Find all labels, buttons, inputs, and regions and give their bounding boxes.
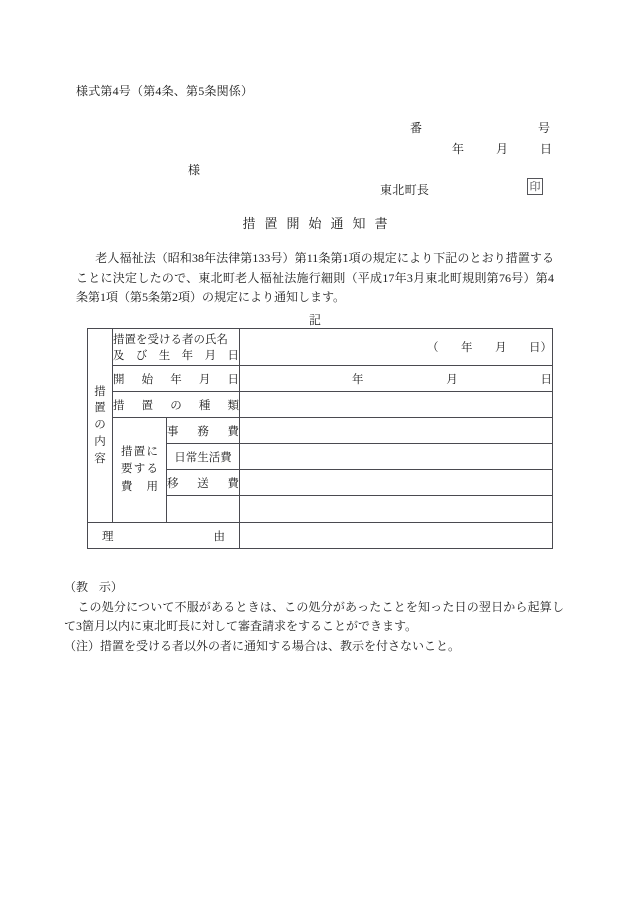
measure-details-table (87, 328, 553, 549)
slot-month: 月 (495, 342, 507, 354)
label-char: る (146, 463, 158, 476)
document-number-suffix: 号 (537, 121, 550, 135)
label-char: に (146, 446, 158, 459)
label-char: 置 (133, 446, 146, 459)
vlabel-char: 置 (94, 402, 106, 415)
vlabel-char: 措 (94, 385, 106, 398)
instruction-line-2: して3箇月以内に東北町長に対して審査請求をすることができます。 (64, 599, 564, 633)
label-char: 費 (227, 477, 239, 490)
label-office-cost-chars (167, 423, 239, 439)
label-daily-living-cost (167, 444, 240, 470)
label-char: 月 (204, 350, 217, 362)
field-measure-type[interactable] (240, 392, 553, 418)
label-start-date-chars (113, 371, 239, 387)
start-date-slots (352, 371, 552, 387)
instruction-line-1: この処分について不服があるときは、この処分があったことを知った日の翌日から起算 (77, 599, 552, 614)
label-char: び (135, 350, 148, 362)
field-transport-cost[interactable] (240, 470, 553, 496)
table-row (88, 523, 553, 549)
document-title: 措置開始通知書 (242, 216, 397, 231)
field-name-birthdate[interactable] (240, 329, 553, 366)
label-char: 費 (227, 425, 239, 438)
seal-stamp-icon: 印 (527, 178, 543, 195)
addressee-suffix: 様 (188, 163, 201, 177)
body-line-2: に決定したので、東北町老人福祉法施行細則（平成17年3月東北町規則第76号）第4条第1項 (76, 270, 554, 304)
label-char: 送 (197, 477, 209, 490)
label-name-birthdate (113, 329, 240, 366)
label-char: 及 (113, 350, 125, 362)
label-char: す (133, 463, 146, 476)
note-text: （注）措置を受ける者以外の者に通知する場合は、教示を付さないこと。 (64, 638, 461, 653)
date-month-label: 月 (495, 142, 508, 156)
instruction-heading-left: （教 (64, 580, 89, 594)
label-cost-group (113, 418, 167, 523)
body-line-1: 老人福祉法（昭和38年法律第133号）第11条第1項の規定により下記のとおり措置すること (76, 251, 554, 285)
label-measure-type-chars (113, 397, 239, 413)
label-char: 措 (121, 446, 133, 459)
table-row (88, 418, 553, 444)
label-char: 年 (181, 350, 194, 362)
field-daily-living-cost[interactable] (240, 444, 553, 470)
label-transport-cost-chars (167, 475, 239, 491)
slot-day: 日 (540, 373, 552, 386)
body-paragraph (76, 249, 554, 308)
label-reason-chars (88, 528, 239, 544)
label-char: 事 (167, 425, 179, 438)
label-char: 始 (141, 373, 154, 386)
date-year-label: 年 (452, 142, 465, 156)
instruction-text (64, 598, 564, 637)
issuer-name: 東北町長 (380, 183, 430, 197)
table-row (88, 392, 553, 418)
label-char: 要 (121, 463, 133, 476)
label-char: 務 (197, 425, 209, 438)
label-char: 措 (113, 399, 125, 412)
label-char: 開 (113, 373, 125, 386)
label-daily-living-cost-text: 日常生活費 (174, 451, 232, 464)
vertical-label-measure-content (88, 329, 113, 523)
form-number: 様式第4号（第4条、第5条関係） (76, 84, 254, 98)
body-line-3: （第5条第2項）の規定により通知します。 (118, 290, 346, 304)
date-day-label: 日 (539, 142, 552, 156)
slot-day: 日） (529, 342, 552, 354)
birthdate-slots (427, 339, 552, 355)
ki-marker: 記 (308, 313, 321, 327)
document-date-line (452, 140, 552, 157)
field-blank-cost[interactable] (240, 496, 553, 523)
label-transport-cost (167, 470, 240, 496)
label-measure-type (113, 392, 240, 418)
field-office-cost[interactable] (240, 418, 553, 444)
label-char: 置 (141, 399, 154, 412)
field-start-date[interactable] (240, 366, 553, 392)
label-char: 移 (167, 477, 179, 490)
label-char: 理 (102, 530, 114, 543)
slot-month: 月 (446, 373, 458, 386)
label-birthdate-line2 (113, 347, 239, 363)
label-char: 生 (158, 350, 171, 362)
document-number-label: 番 (410, 121, 423, 135)
table-row (88, 329, 553, 366)
field-reason[interactable] (240, 523, 553, 549)
vlabel-char: 内 (94, 435, 106, 448)
vlabel-char: の (94, 419, 106, 432)
table-row (88, 366, 553, 392)
label-char: 日 (227, 373, 239, 386)
label-cost-line2 (113, 461, 166, 478)
label-char: 年 (170, 373, 182, 386)
label-char: 用 (146, 480, 158, 493)
document-number-line (410, 119, 550, 136)
label-cost-line3 (113, 479, 166, 496)
label-char: 類 (227, 399, 239, 412)
label-char: 日 (227, 350, 239, 362)
label-char: 種 (198, 399, 211, 412)
slot-open-paren: （ (427, 342, 439, 354)
footer-notes (64, 578, 564, 656)
label-blank-cost[interactable] (167, 496, 240, 523)
label-office-cost (167, 418, 240, 444)
label-char: の (170, 399, 182, 412)
instruction-heading (64, 578, 564, 598)
label-name-line1: 措置を受ける者の氏名 (113, 334, 228, 346)
label-cost-line1 (113, 444, 166, 461)
instruction-heading-right: 示） (98, 580, 123, 594)
label-reason (88, 523, 240, 549)
slot-year: 年 (352, 373, 364, 386)
slot-year: 年 (461, 342, 473, 354)
label-start-date (113, 366, 240, 392)
label-char: 費 (121, 480, 133, 493)
label-char: 由 (213, 530, 225, 543)
vlabel-char: 容 (94, 452, 106, 465)
label-char: 月 (198, 373, 211, 386)
